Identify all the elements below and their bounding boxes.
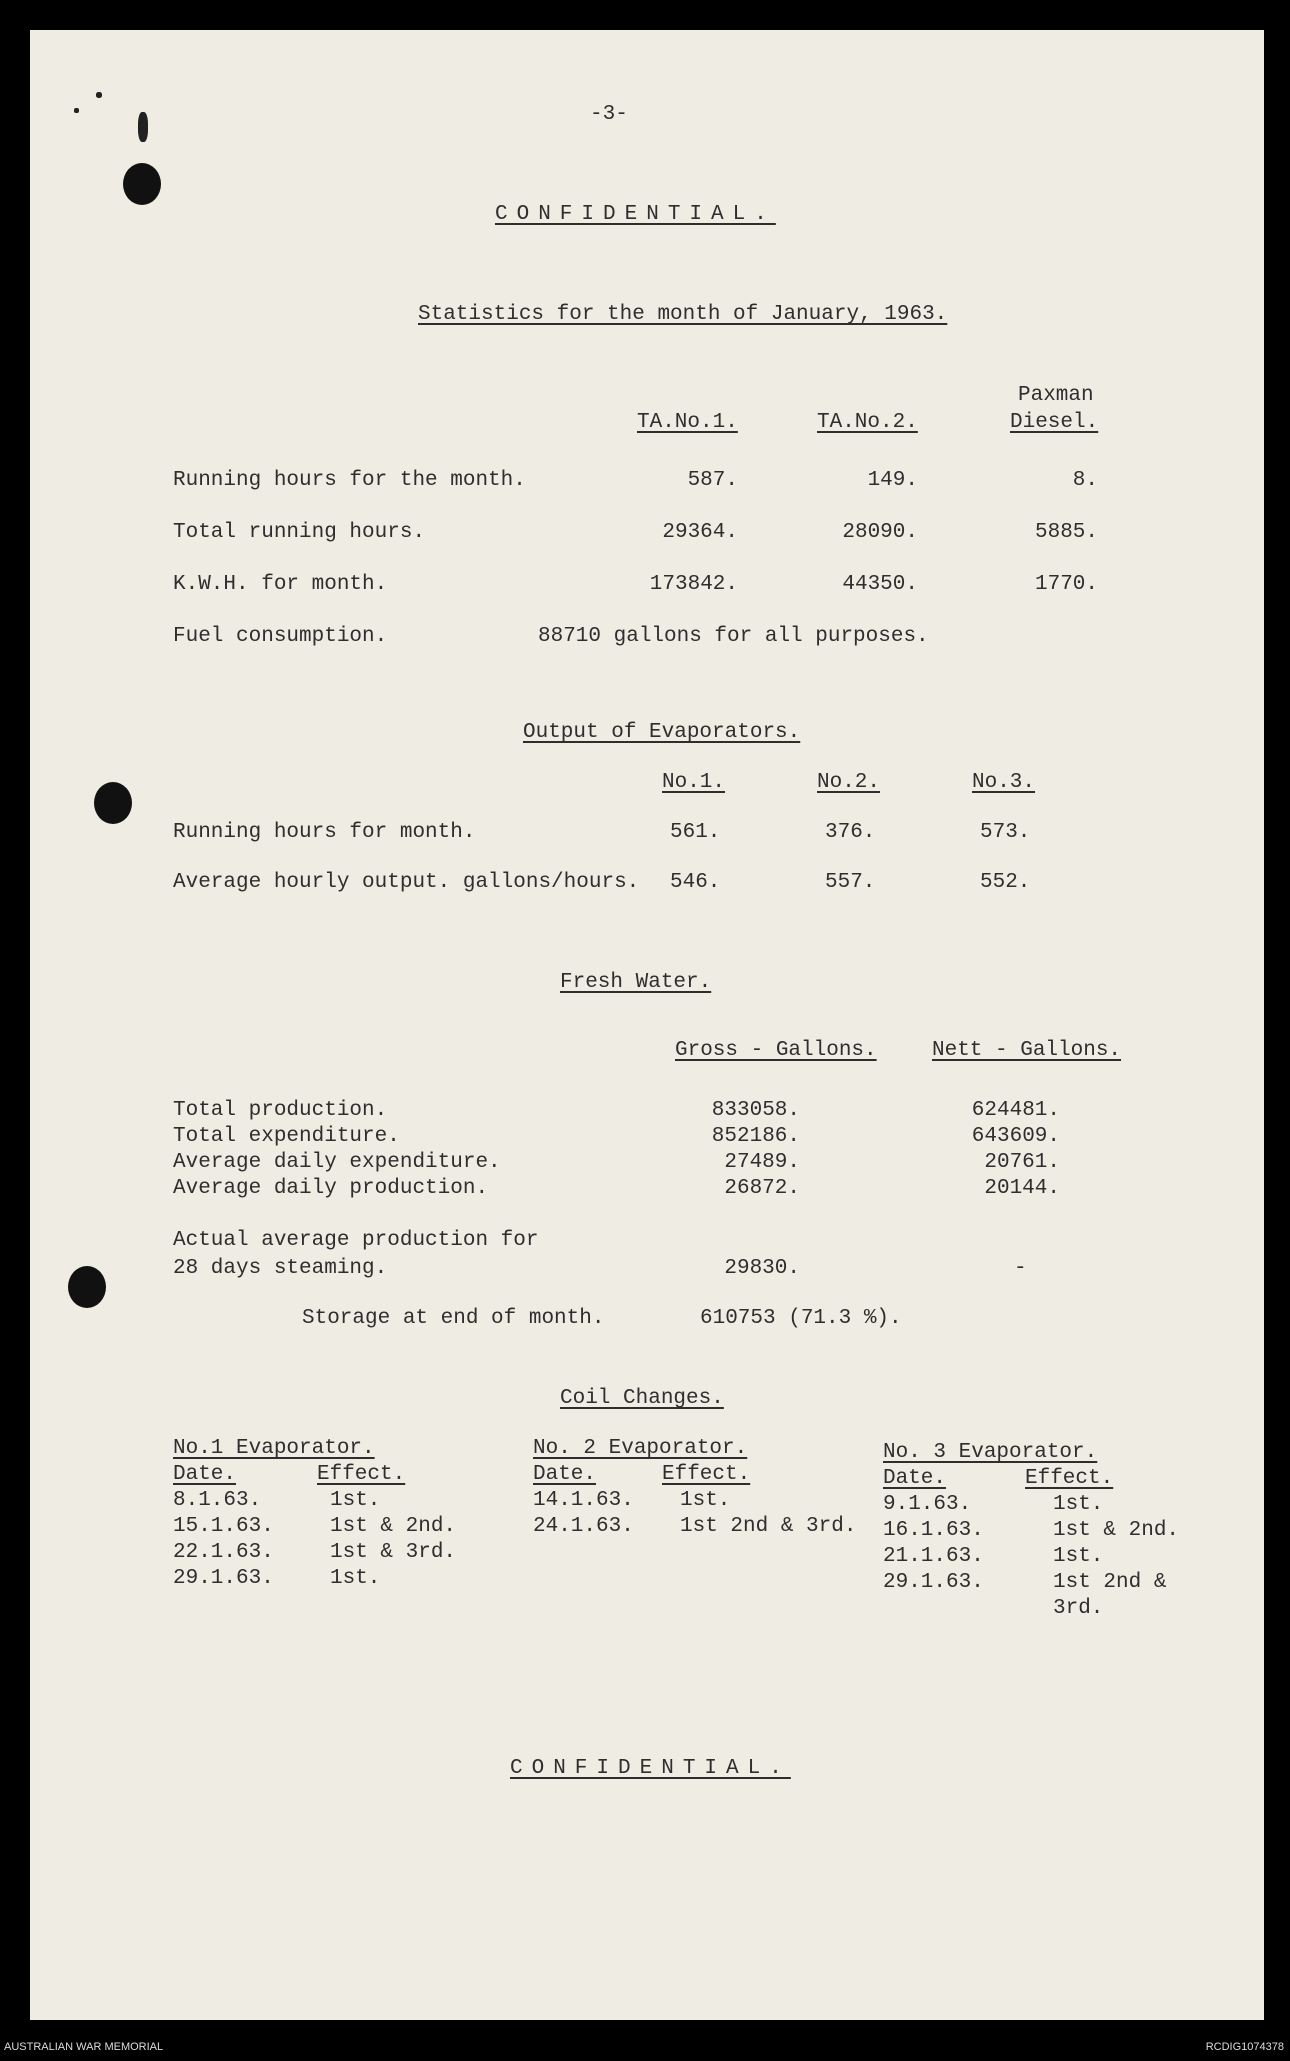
coil-effect: 1st & 3rd.: [330, 1541, 457, 1564]
evap-row-v2: 376.: [825, 821, 876, 844]
coil-effect: 1st 2nd & 3rd.: [680, 1515, 857, 1538]
actual-v2: -: [1014, 1257, 1027, 1280]
ta-row-label: Total running hours.: [173, 521, 426, 544]
coil-evap3-title: No. 3 Evaporator.: [883, 1441, 1098, 1464]
evap-row-v3: 573.: [980, 821, 1031, 844]
coil-date: 8.1.63.: [173, 1489, 262, 1512]
ink-mark: [74, 108, 79, 113]
fresh-col2-header: Nett - Gallons.: [932, 1039, 1122, 1062]
fuel-value: 88710 gallons for all purposes.: [538, 625, 929, 648]
page-title: Statistics for the month of January, 1963.: [418, 303, 948, 326]
footer-confidential: CONFIDENTIAL.: [510, 1757, 791, 1780]
fresh-row-v1: 27489.: [724, 1151, 800, 1174]
ta-row-v2: 28090.: [842, 521, 918, 544]
ta-row-v2: 149.: [867, 469, 918, 492]
evap-col1-header: No.1.: [662, 771, 726, 794]
punch-hole: [123, 163, 161, 205]
actual-v1: 29830.: [724, 1257, 800, 1280]
record-id: RCDIG1074378: [1205, 2041, 1284, 2053]
coil-effect-header: Effect.: [1025, 1467, 1114, 1490]
coil-effect: 1st.: [330, 1489, 381, 1512]
coil-date-header: Date.: [173, 1463, 237, 1486]
coil-date: 22.1.63.: [173, 1541, 274, 1564]
fresh-section-title: Fresh Water.: [560, 971, 712, 994]
coil-date: 29.1.63.: [173, 1567, 274, 1590]
fresh-col1-header: Gross - Gallons.: [675, 1039, 877, 1062]
evap-row-v3: 552.: [980, 871, 1031, 894]
ta-row-label: K.W.H. for month.: [173, 573, 388, 596]
punch-hole: [68, 1266, 106, 1308]
fresh-row-label: Average daily production.: [173, 1177, 489, 1200]
ta-col3-header: Diesel.: [1010, 411, 1099, 434]
coil-section-title: Coil Changes.: [560, 1387, 724, 1410]
coil-effect: 1st & 2nd.: [1053, 1519, 1180, 1542]
coil-date-header: Date.: [883, 1467, 947, 1490]
coil-date: 14.1.63.: [533, 1489, 634, 1512]
fresh-row-label: Total expenditure.: [173, 1125, 400, 1148]
coil-evap2-title: No. 2 Evaporator.: [533, 1437, 748, 1460]
fresh-row-v2: 20144.: [984, 1177, 1060, 1200]
fuel-label: Fuel consumption.: [173, 625, 388, 648]
actual-label: 28 days steaming.: [173, 1257, 388, 1280]
coil-effect: 1st 2nd &: [1053, 1571, 1167, 1594]
evap-row-v1: 561.: [670, 821, 721, 844]
coil-effect: 1st.: [1053, 1545, 1104, 1568]
punch-hole: [94, 782, 132, 824]
coil-effect: 1st & 2nd.: [330, 1515, 457, 1538]
coil-date: 21.1.63.: [883, 1545, 984, 1568]
coil-effect: 1st.: [330, 1567, 381, 1590]
coil-effect: 3rd.: [1053, 1597, 1104, 1620]
archive-footer: [0, 2035, 1290, 2061]
fresh-row-v2: 20761.: [984, 1151, 1060, 1174]
fresh-row-v1: 833058.: [711, 1099, 800, 1122]
evap-col2-header: No.2.: [817, 771, 881, 794]
ta-col3-top: Paxman: [1018, 384, 1094, 407]
fresh-row-v1: 852186.: [711, 1125, 800, 1148]
coil-date: 29.1.63.: [883, 1571, 984, 1594]
coil-date-header: Date.: [533, 1463, 597, 1486]
coil-date: 16.1.63.: [883, 1519, 984, 1542]
ink-mark: [138, 112, 148, 142]
actual-label: Actual average production for: [173, 1229, 539, 1252]
fresh-row-label: Total production.: [173, 1099, 388, 1122]
evap-row-v2: 557.: [825, 871, 876, 894]
page-number: -3-: [590, 103, 628, 126]
fresh-row-v2: 643609.: [971, 1125, 1060, 1148]
evap-row-label: Running hours for month.: [173, 821, 476, 844]
ta-row-label: Running hours for the month.: [173, 469, 526, 492]
ta-row-v3: 1770.: [1034, 573, 1098, 596]
ta-row-v3: 5885.: [1034, 521, 1098, 544]
fresh-row-v2: 624481.: [971, 1099, 1060, 1122]
coil-effect-header: Effect.: [317, 1463, 406, 1486]
ta-row-v1: 173842.: [649, 573, 738, 596]
fresh-row-label: Average daily expenditure.: [173, 1151, 501, 1174]
coil-effect-header: Effect.: [662, 1463, 751, 1486]
coil-date: 9.1.63.: [883, 1493, 972, 1516]
ta-col1-header: TA.No.1.: [637, 411, 738, 434]
coil-date: 15.1.63.: [173, 1515, 274, 1538]
ta-row-v3: 8.: [1072, 469, 1098, 492]
ta-row-v1: 29364.: [662, 521, 738, 544]
coil-date: 24.1.63.: [533, 1515, 634, 1538]
header-confidential: CONFIDENTIAL.: [495, 203, 776, 226]
coil-evap1-title: No.1 Evaporator.: [173, 1437, 375, 1460]
source-label: AUSTRALIAN WAR MEMORIAL: [4, 2041, 164, 2053]
evap-section-title: Output of Evaporators.: [523, 721, 801, 744]
ta-col2-header: TA.No.2.: [817, 411, 918, 434]
document-page: [30, 30, 1264, 2020]
evap-row-label: Average hourly output. gallons/hours.: [173, 871, 640, 894]
storage-value: 610753 (71.3 %).: [700, 1307, 902, 1330]
storage-label: Storage at end of month.: [302, 1307, 605, 1330]
coil-effect: 1st.: [680, 1489, 731, 1512]
evap-col3-header: No.3.: [972, 771, 1036, 794]
ta-row-v1: 587.: [687, 469, 738, 492]
coil-effect: 1st.: [1053, 1493, 1104, 1516]
ta-row-v2: 44350.: [842, 573, 918, 596]
ink-mark: [96, 92, 102, 98]
evap-row-v1: 546.: [670, 871, 721, 894]
fresh-row-v1: 26872.: [724, 1177, 800, 1200]
